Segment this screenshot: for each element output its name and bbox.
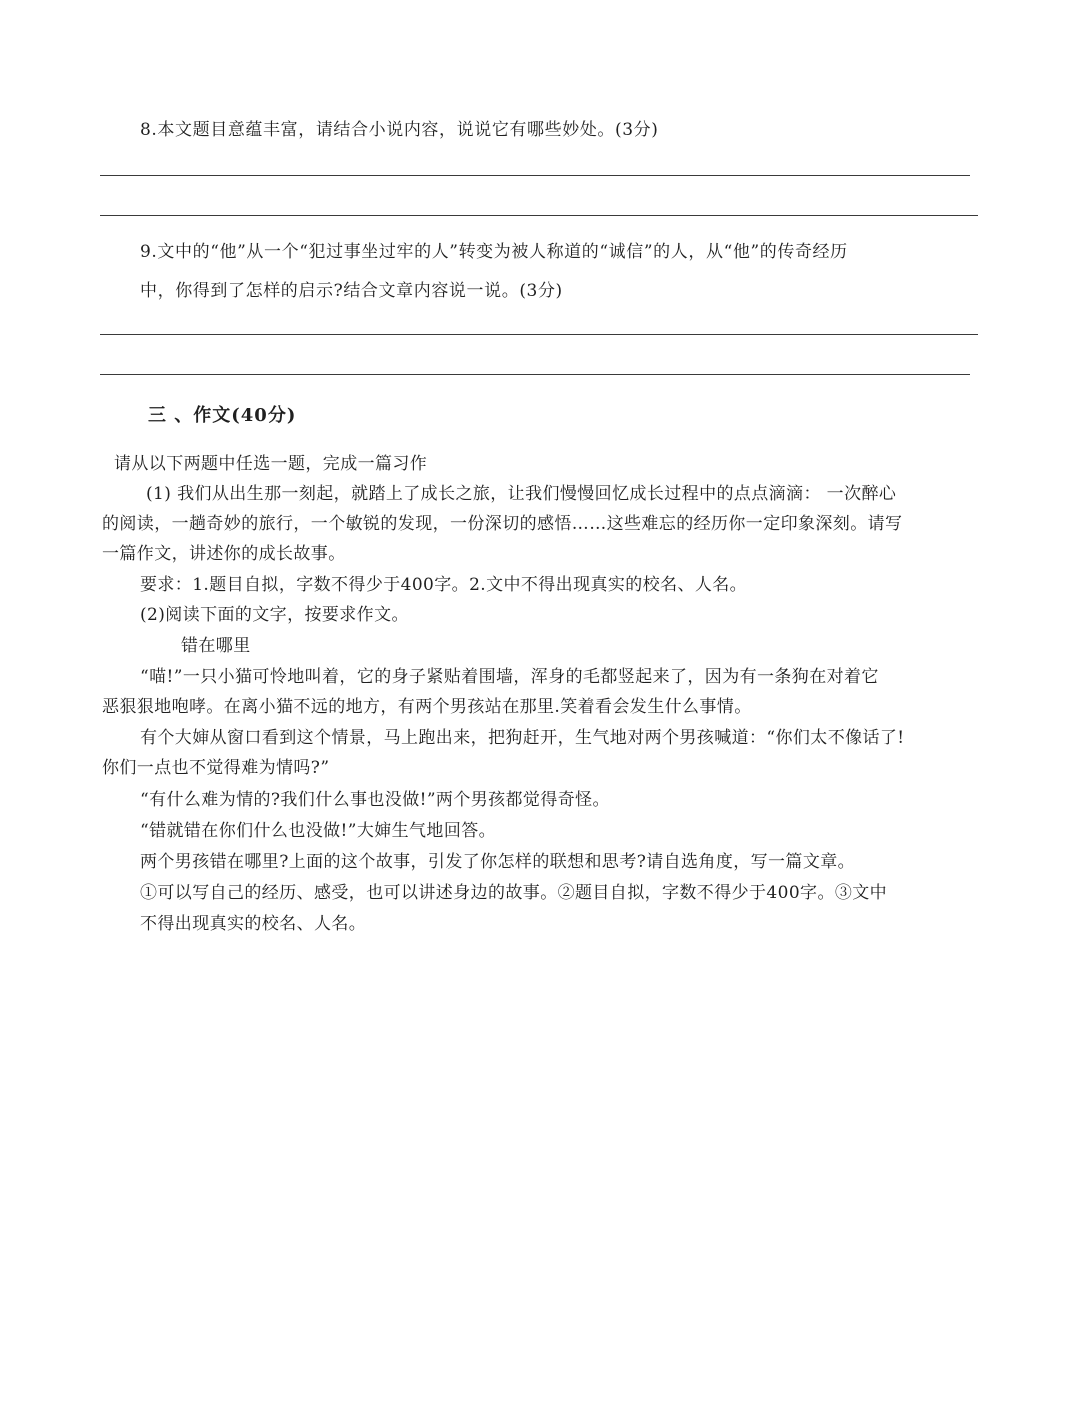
question-8: 8.本文题目意蕴丰富，请结合小说内容，说说它有哪些妙处。(3分)	[140, 120, 659, 140]
question-9-line-1: 9.文中的“他”从一个“犯过事坐过牢的人”转变为被人称道的“诚信”的人，从“他”的传奇经历	[140, 242, 848, 262]
section-title-composition: 三 、作文(40分)	[148, 405, 297, 426]
story-paragraph-2-line-1: 有个大婶从窗口看到这个情景，马上跑出来，把狗赶开，生气地对两个男孩喊道：“你们太不像话了!	[140, 728, 905, 748]
story-paragraph-3: “有什么难为情的?我们什么事也没做!”两个男孩都觉得奇怪。	[140, 790, 610, 810]
story-title: 错在哪里	[181, 636, 251, 656]
story-paragraph-1-line-2: 恶狠狠地咆哮。在离小猫不远的地方，有两个男孩站在那里.笑着看会发生什么事情。	[102, 697, 752, 717]
composition-prompt: 两个男孩错在哪里?上面的这个故事，引发了你怎样的联想和思考?请自选角度，写一篇文章。	[140, 852, 856, 872]
option2-requirement-line-1: ①可以写自己的经历、感受，也可以讲述身边的故事。②题目自拟，字数不得少于400字。③文中	[140, 883, 888, 903]
option1-line-2: 的阅读，一趟奇妙的旅行，一个敏锐的发现，一份深切的感悟……这些难忘的经历你一定印象深刻。请写	[102, 514, 903, 534]
option1-line-3: 一篇作文，讲述你的成长故事。	[102, 544, 346, 564]
story-paragraph-2-line-2: 你们一点也不觉得难为情吗?”	[102, 758, 330, 778]
option2-requirement-line-2: 不得出现真实的校名、人名。	[140, 914, 367, 934]
story-paragraph-4: “错就错在你们什么也没做!”大婶生气地回答。	[140, 821, 497, 841]
composition-intro: 请从以下两题中任选一题，完成一篇习作	[114, 454, 428, 474]
option2-intro: (2)阅读下面的文字，按要求作文。	[140, 605, 409, 625]
option1-requirement: 要求：1.题目自拟，字数不得少于400字。2.文中不得出现真实的校名、人名。	[140, 575, 748, 595]
option1-line-1: (1) 我们从出生那一刻起，就踏上了成长之旅，让我们慢慢回忆成长过程中的点点滴滴： 一次醉心	[146, 484, 897, 504]
story-paragraph-1-line-1: “喵!”一只小猫可怜地叫着，它的身子紧贴着围墙，浑身的毛都竖起来了，因为有一条狗在对着它	[140, 667, 879, 687]
answer-line-8a	[100, 175, 970, 176]
question-9-line-2: 中，你得到了怎样的启示?结合文章内容说一说。(3分)	[140, 281, 563, 301]
answer-line-9a	[100, 334, 978, 335]
answer-line-9b	[100, 374, 970, 375]
answer-line-8b	[100, 215, 978, 216]
